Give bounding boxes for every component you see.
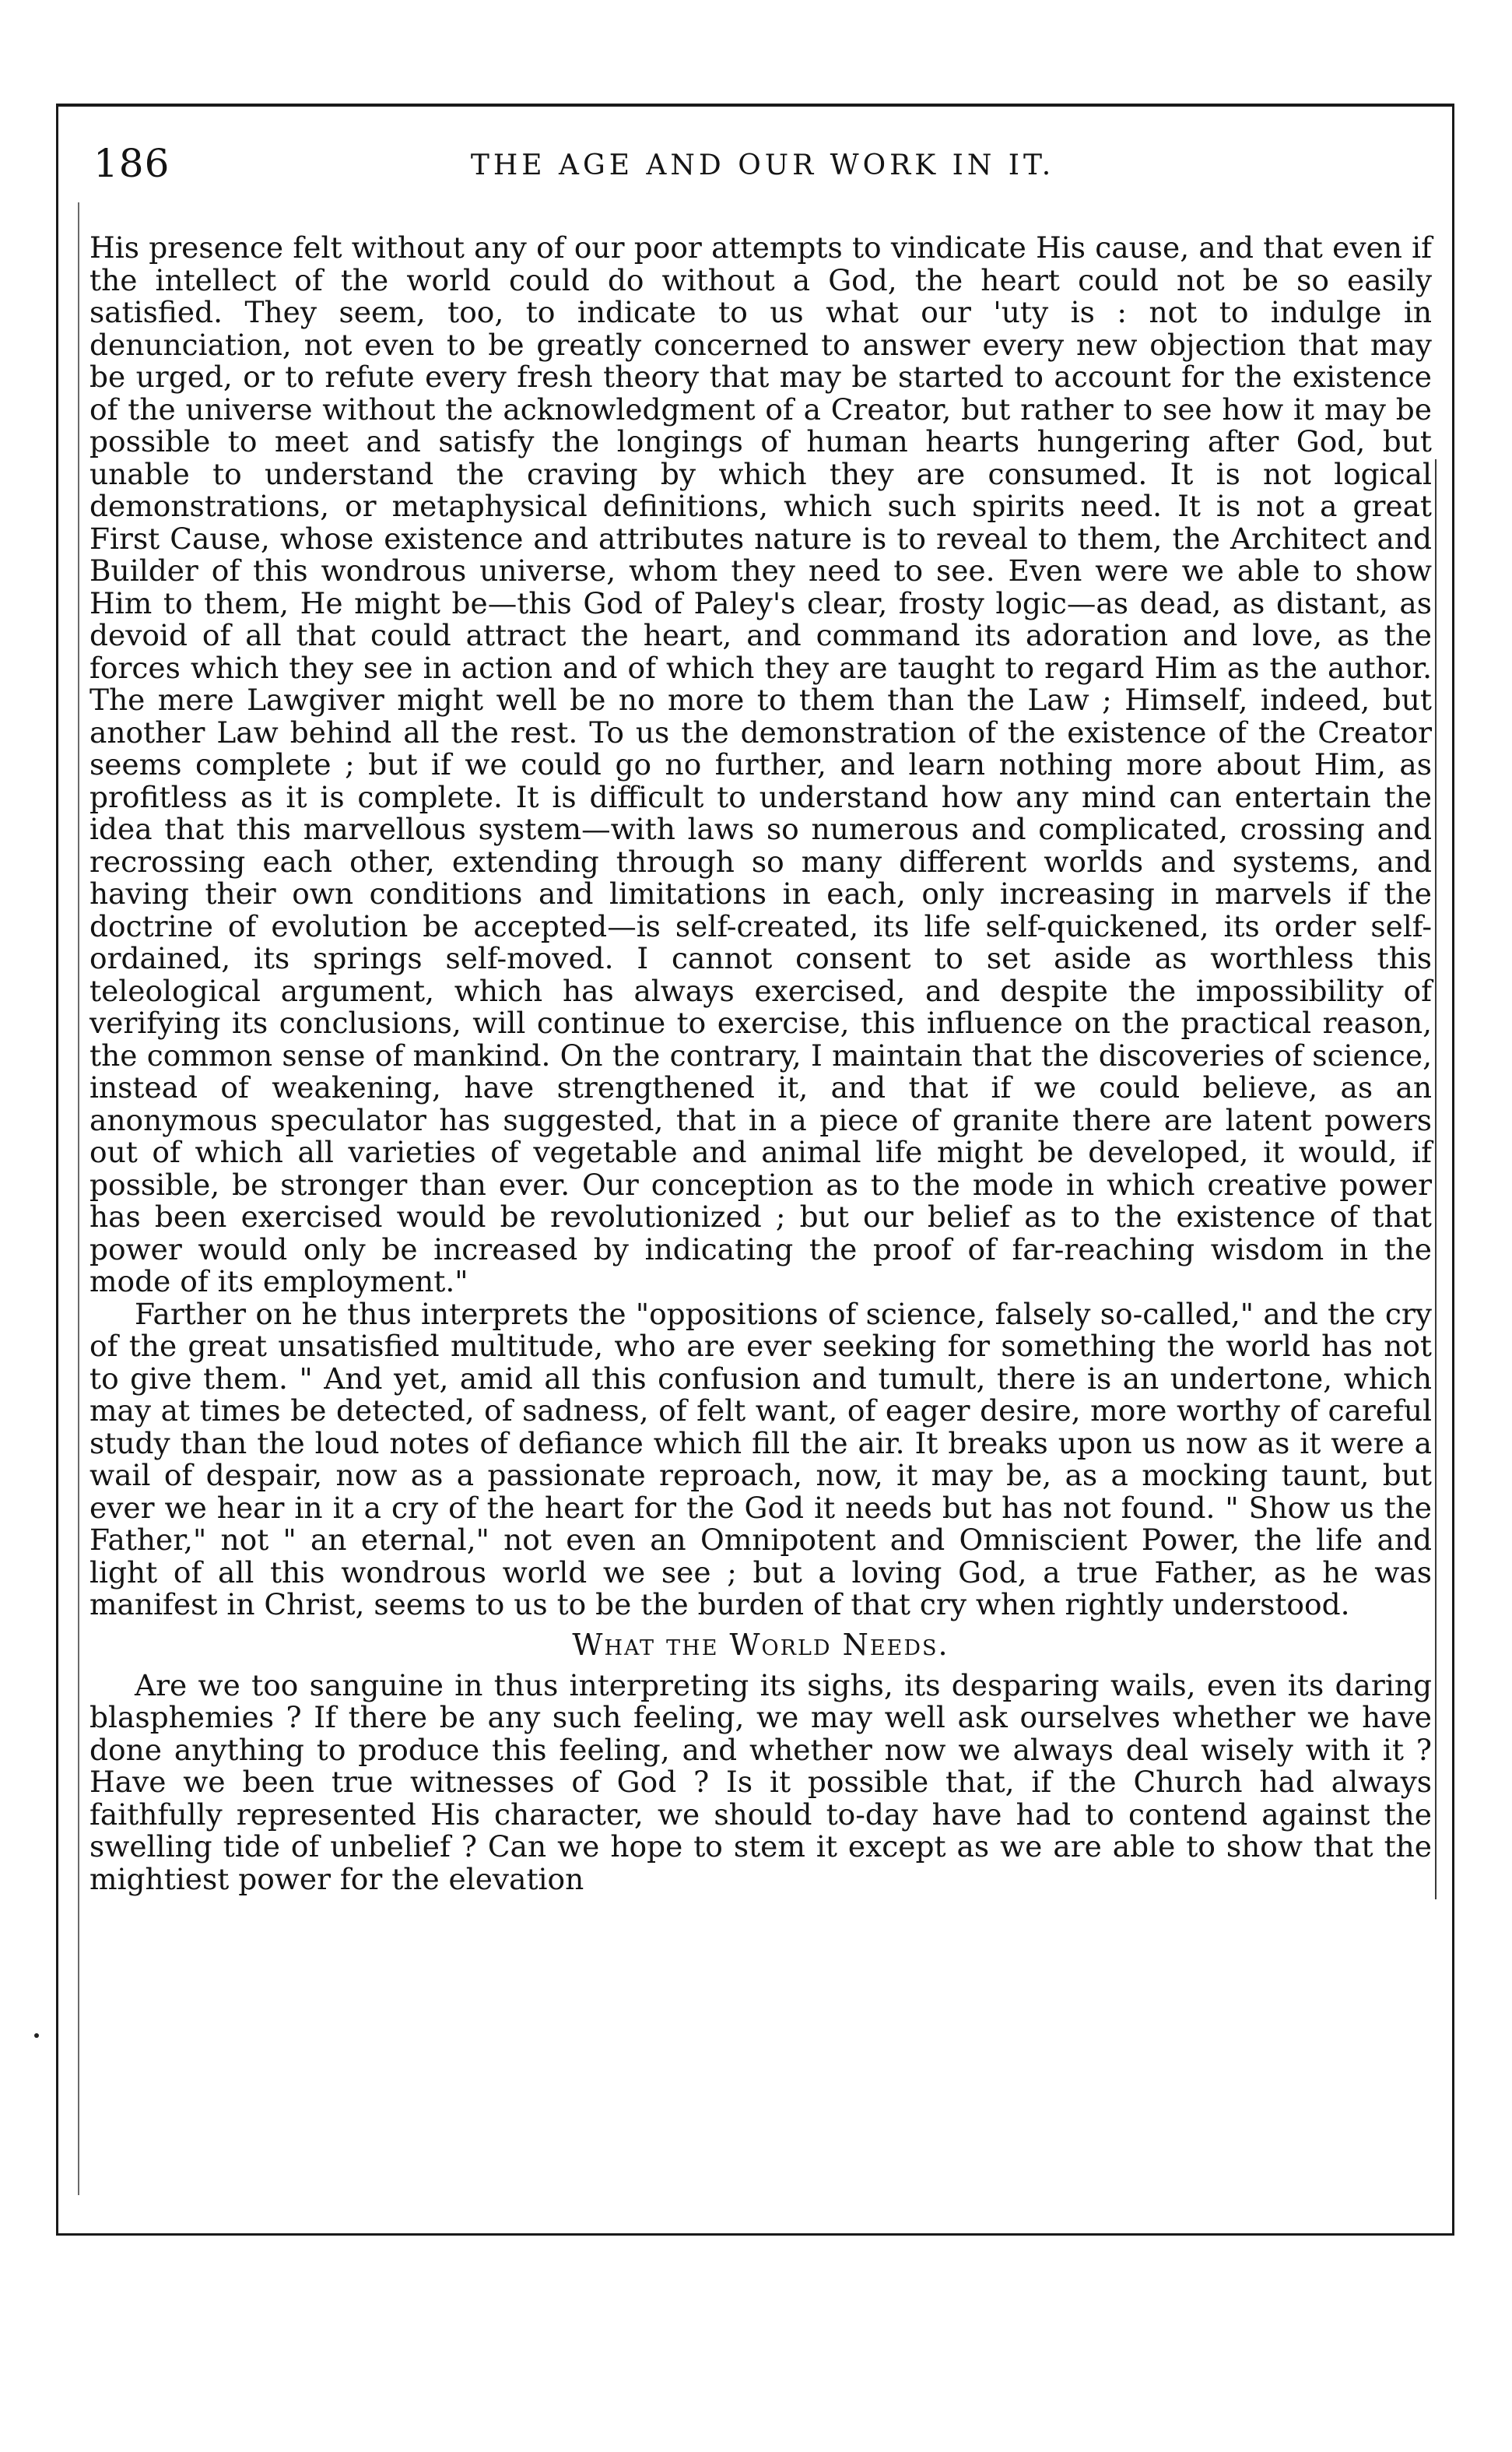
right-border-rule: [1452, 104, 1454, 2236]
left-inner-margin-line: [78, 202, 79, 2195]
page-header: [93, 140, 1432, 195]
running-head: THE AGE AND OUR WORK IN IT.: [470, 149, 1055, 181]
top-border-rule: [56, 104, 1454, 107]
section-heading: What the World Needs.: [572, 1627, 949, 1662]
right-inner-margin-line: [1435, 459, 1437, 1899]
paragraph: Are we too sanguine in thus interpreting its sighs, its desparing wails, even its daring blasphemies ? If there be any such feeling, we may well ask ourselves whether we have done anything to produce this feeling, and whether now we always deal wisely with it ? Have we been true witnesses of God ? Is it possible that, if the Church had always faithfully represented His character, we should to-day have had to contend against the swelling tide of unbelief ? Can we hope to stem it except as we are able to show that the mightiest power for the elevation: [89, 1667, 1432, 1896]
paragraph-continuation: His presence felt without any of our poor attempts to vindicate His cause, and that even if the intellect of the world could do without a God, the heart could not be so easily satisfied. They seem, too, to indicate to us what our 'uty is : not to indulge in denunciation, not even to be greatly concerned to answer every new objection that may be urged, or to refute every fresh theory that may be started to account for the existence of the universe without the acknowledgment of a Creator, but rather to see how it may be possible to meet and satisfy the longings of human hearts hungering after God, but unable to understand the craving by which they are consumed. It is not logical demonstrations, or metaphysical definitions, which such spirits need. It is not a great First Cause, whose existence and attributes nature is to reveal to them, the Architect and Builder of this wondrous universe, whom they need to see. Even were we able to show Him to them, He might be—this God of Paley's clear, frosty logic—as dead, as distant, as devoid of all that could attract the heart, and command its adoration and love, as the forces which they see in action and of which they are taught to regard Him as the author. The mere Lawgiver might well be no more to them than the Law ; Himself, indeed, but another Law behind all the rest. To us the demonstration of the existence of the Creator seems complete ; but if we could go no further, and learn nothing more about Him, as profitless as it is complete. It is difficult to understand how any mind can entertain the idea that this marvellous system—with laws so numerous and complicated, crossing and recrossing each other, extending through so many different worlds and systems, and having their own conditions and limitations in each, only increasing in marvels if the doctrine of evolution be accepted—is self-created, its life self-quickened, its order self-ordained, its springs self-moved. I cannot consent to set aside as worthless this teleological argument, which has always exercised, and despite the impossibility of verifying its conclusions, will continue to exercise, this influence on the practical reason, the common sense of mankind. On the contrary, I maintain that the discoveries of science, instead of weakening, have strengthened it, and that if we could believe, as an anonymous speculator has suggested, that in a piece of granite there are latent powers out of which all varieties of vegetable and animal life might be developed, it would, if possible, be stronger than ever. Our conception as to the mode in which creative power has been exercised would be revolutionized ; but our belief as to the existence of that power would only be increased by indicating the proof of far-reaching wisdom in the mode of its employment.": [89, 230, 1432, 1298]
body-text: [89, 232, 1432, 1895]
paragraph: Farther on he thus interprets the "oppositions of science, falsely so-called," and the cry of the great unsatisfied multitude, who are ever seeking for something the world has not to give them. " And yet, amid all this confusion and tumult, there is an undertone, which may at times be detected, of sadness, of felt want, of eager desire, more worthy of careful study than the loud notes of defiance which fill the air. It breaks upon us now as it were a wail of despair, now as a passionate reproach, now, it may be, as a mocking taunt, but ever we hear in it a cry of the heart for the God it needs but has not found. " Show us the Father," not " an eternal," not even an Omnipotent and Omniscient Power, the life and light of all this wondrous world we see ; but a loving God, a true Father, as he was manifest in Christ, seems to us to be the burden of that cry when rightly understood.: [89, 1296, 1432, 1621]
margin-mark: [34, 2033, 39, 2038]
page-number: 186: [93, 141, 170, 186]
bottom-border-rule: [56, 2233, 1454, 2236]
left-border-rule: [56, 104, 58, 2236]
